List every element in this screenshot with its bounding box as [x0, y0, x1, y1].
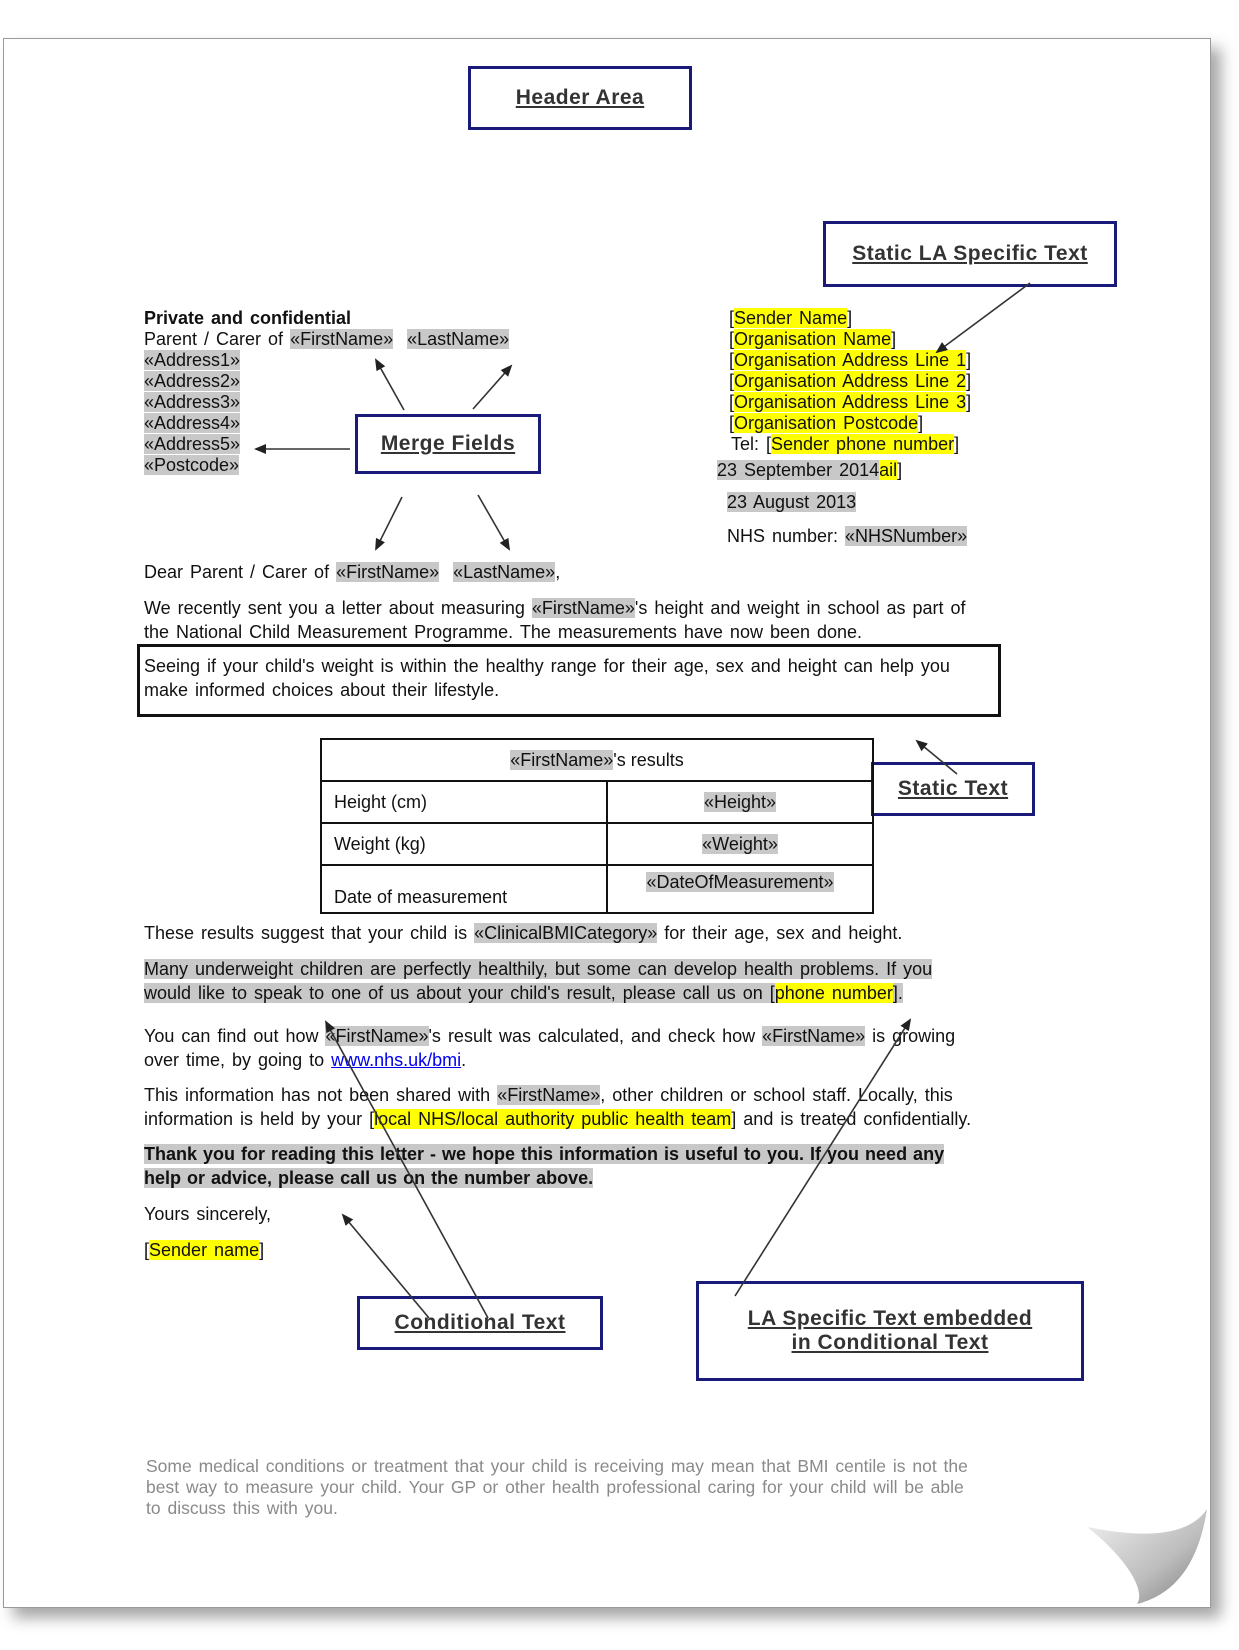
merge-address-4: «Address4»	[144, 413, 241, 433]
row-value-weight	[607, 823, 873, 865]
merge-address-2: «Address2»	[144, 371, 241, 391]
weight-field: «Weight»	[702, 833, 778, 854]
parent-prefix: Parent / Carer of	[144, 329, 291, 349]
shared-text-b: , other children or school staff. Locally, this	[600, 1085, 953, 1105]
salutation-last-name: «LastName»	[453, 562, 556, 582]
row-value-height	[607, 781, 873, 823]
date-line: 23 September 2014ail]	[717, 460, 903, 480]
private-confidential-heading: Private and confidential	[144, 308, 352, 328]
intro-text-b: 's height and weight in school as part of	[634, 598, 966, 618]
static-text-callout	[871, 762, 1035, 816]
static-la-text-callout	[823, 221, 1117, 287]
conditional-line-2b: ].	[892, 983, 903, 1003]
org-address-3-field: Organisation Address Line 3	[734, 392, 967, 412]
phone-number-field: phone number	[774, 983, 893, 1003]
table-row	[321, 781, 873, 823]
static-la-text-label: Static LA Specific Text	[852, 242, 1088, 265]
merge-first-name: «FirstName»	[290, 329, 394, 349]
merge-last-name: «LastName»	[407, 329, 510, 349]
height-field: «Height»	[703, 791, 777, 812]
nhs-bmi-link[interactable]: www.nhs.uk/bmi	[331, 1050, 462, 1070]
bmi-result-sentence	[144, 921, 902, 945]
static-date-value: 23 August 2013	[727, 492, 857, 512]
conditional-line-1: Many underweight children are perfectly healthily, but some can develop health problems. If you	[144, 959, 933, 979]
sender-phone-field: Sender phone number	[771, 434, 955, 454]
calc-text-c: is growing	[865, 1026, 956, 1046]
shared-text-d: ] and is treated confidentially.	[731, 1109, 972, 1129]
bmi-text-b: for their age, sex and height.	[657, 923, 903, 943]
calc-text-e: .	[461, 1050, 467, 1070]
merge-address-5: «Address5»	[144, 434, 241, 454]
intro-text-c: the National Child Measurement Programme. The measurements have now been done.	[144, 622, 863, 642]
bmi-category-field: «ClinicalBMICategory»	[474, 923, 658, 943]
nhs-number-line	[727, 524, 967, 548]
shared-text-c: information is held by your [	[144, 1109, 375, 1129]
results-table	[320, 738, 874, 914]
thanks-line-1: Thank you for reading this letter - we hope this information is useful to you. If you need any	[144, 1144, 945, 1164]
nhs-number-label: NHS number:	[727, 526, 846, 546]
signature-sender-name: Sender name	[149, 1240, 260, 1260]
date-field: 23 September 2014	[717, 460, 880, 480]
org-name-field: Organisation Name	[734, 329, 892, 349]
merge-address-3: «Address3»	[144, 392, 241, 412]
footer-note	[146, 1456, 1066, 1519]
static-text-line-2: make informed choices about their lifestyle.	[144, 680, 500, 700]
footer-line-2: best way to measure your child. Your GP or other health professional caring for your child will be able	[146, 1477, 964, 1497]
parent-carer-line	[144, 329, 509, 350]
org-address-1-field: Organisation Address Line 1	[734, 350, 967, 370]
header-area-label: Header Area	[515, 86, 645, 109]
la-embedded-label-1: LA Specific Text embedded	[747, 1307, 1033, 1330]
results-title	[321, 739, 873, 781]
row-label-height: Height (cm)	[321, 781, 607, 823]
row-value-date	[607, 865, 873, 913]
merge-fields-label: Merge Fields	[380, 432, 516, 455]
table-row	[321, 865, 873, 913]
nhs-number-field: «NHSNumber»	[845, 526, 968, 546]
date-suffix: ail	[879, 460, 898, 480]
page-curl	[1077, 1509, 1207, 1604]
shared-first-name: «FirstName»	[497, 1085, 601, 1105]
sender-name-field: Sender Name	[734, 308, 848, 328]
static-text-paragraph	[144, 654, 950, 702]
paragraph-how-calculated	[144, 1024, 955, 1072]
date-measurement-field: «DateOfMeasurement»	[646, 872, 834, 892]
team-field: local NHS/local authority public health team	[374, 1109, 732, 1129]
org-address-2-field: Organisation Address Line 2	[734, 371, 967, 391]
sender-block: [Sender Name] [Organisation Name] [Organisation Address Line 1] [Organisation Address Line 2] [Organisation Address Line 3] [Organisation Postcode] Tel: [Sender phone number]	[729, 308, 972, 454]
merge-postcode: «Postcode»	[144, 455, 240, 475]
paragraph-intro	[144, 596, 966, 644]
conditional-paragraph	[144, 957, 932, 1005]
static-text-line-1: Seeing if your child's weight is within the healthy range for their age, sex and height can help you	[144, 656, 950, 676]
la-embedded-label-2: in Conditional Text	[791, 1331, 989, 1354]
calc-first-name-1: «FirstName»	[325, 1026, 429, 1046]
paragraph-not-shared	[144, 1083, 971, 1131]
bmi-text-a: These results suggest that your child is	[144, 923, 475, 943]
conditional-text-callout	[357, 1296, 603, 1350]
intro-first-name: «FirstName»	[531, 598, 635, 618]
thanks-paragraph	[144, 1142, 944, 1190]
salutation-prefix: Dear Parent / Carer of	[144, 562, 337, 582]
la-embedded-callout	[696, 1281, 1084, 1381]
salutation-first-name: «FirstName»	[336, 562, 440, 582]
salutation: Dear Parent / Carer of «FirstName» «LastName»,	[144, 562, 561, 582]
signature-line: [Sender name]	[144, 1240, 265, 1260]
calc-text-d: over time, by going to	[144, 1050, 332, 1070]
conditional-line-2a: would like to speak to one of us about your child's result, please call us on [	[144, 983, 775, 1003]
header-area-callout	[468, 66, 692, 130]
footer-line-3: to discuss this with you.	[146, 1498, 338, 1518]
org-postcode-field: Organisation Postcode	[734, 413, 919, 433]
calc-text-a: You can find out how	[144, 1026, 326, 1046]
shared-text-a: This information has not been shared with	[144, 1085, 498, 1105]
tel-prefix: Tel: [	[731, 434, 772, 454]
results-title-row	[321, 739, 873, 781]
table-row	[321, 823, 873, 865]
calc-text-b: 's result was calculated, and check how	[428, 1026, 763, 1046]
row-label-date: Date of measurement	[321, 865, 607, 913]
thanks-line-2: help or advice, please call us on the number above.	[144, 1168, 594, 1188]
results-title-suffix: 's results	[613, 749, 684, 770]
merge-address-1: «Address1»	[144, 350, 241, 370]
conditional-text-label: Conditional Text	[394, 1311, 566, 1334]
intro-text-a: We recently sent you a letter about measuring	[144, 598, 532, 618]
footer-line-1: Some medical conditions or treatment that your child is receiving may mean that BMI centile is not the	[146, 1456, 968, 1476]
calc-first-name-2: «FirstName»	[762, 1026, 866, 1046]
signoff: Yours sincerely,	[144, 1204, 272, 1224]
static-date	[727, 490, 856, 514]
results-first-name: «FirstName»	[510, 749, 614, 770]
recipient-block	[144, 308, 509, 476]
row-label-weight: Weight (kg)	[321, 823, 607, 865]
static-text-label: Static Text	[897, 777, 1009, 800]
